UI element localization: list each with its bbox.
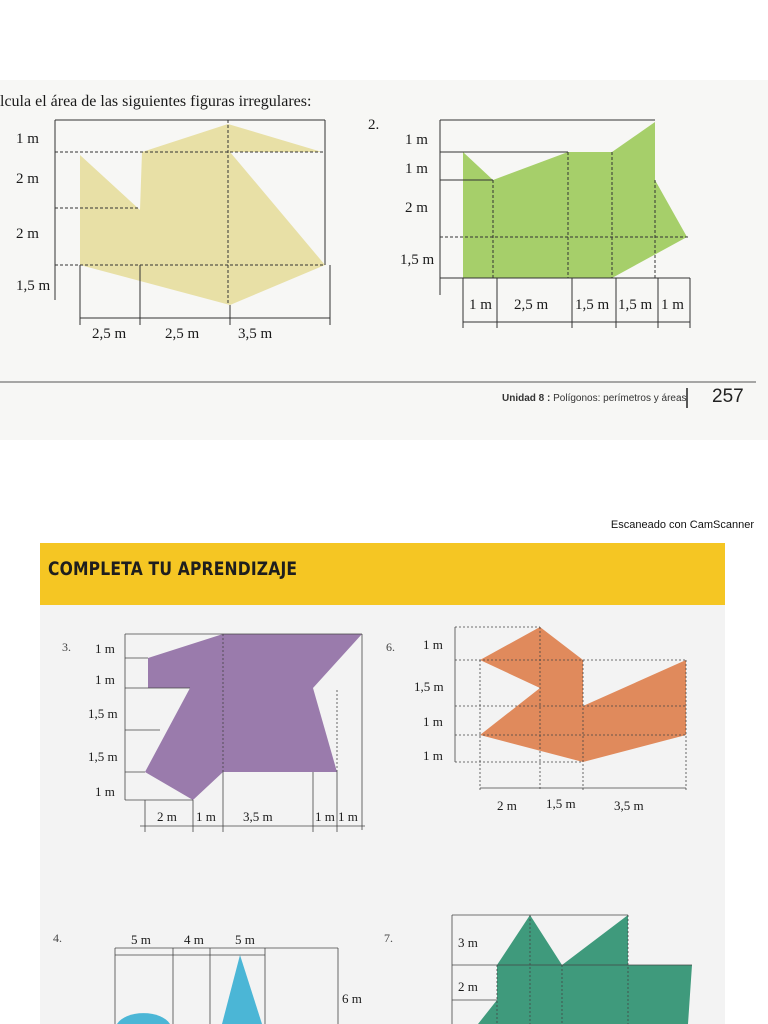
fig2-label-left-2: 1 m xyxy=(405,161,428,177)
fig2-label-bottom-1: 1 m xyxy=(469,297,492,313)
page-number: 257 xyxy=(712,386,744,407)
ex3-label-bottom-2: 1 m xyxy=(196,809,216,824)
ex4-label-top-1: 5 m xyxy=(131,932,151,947)
instruction-text: lcula el área de las siguientes figuras irregulares: xyxy=(0,93,312,110)
fig2-label-bottom-2: 2,5 m xyxy=(514,297,549,313)
fig2-label-bottom-3: 1,5 m xyxy=(575,297,610,313)
fig2-label-left-1: 1 m xyxy=(405,132,428,148)
ex3-label-bottom-3: 3,5 m xyxy=(243,809,273,824)
footer-unit: Unidad 8 : xyxy=(502,393,551,404)
fig1-label-bottom-3: 3,5 m xyxy=(238,326,273,342)
ex7-label-left-2: 2 m xyxy=(458,979,478,994)
fig1-label-left-4: 1,5 m xyxy=(16,278,51,294)
ex3-label-left-3: 1,5 m xyxy=(88,706,118,721)
exercise-2-number: 2. xyxy=(368,117,380,133)
fig1-label-bottom-2: 2,5 m xyxy=(165,326,200,342)
exercise-4-number: 4. xyxy=(53,931,62,945)
ex3-label-left-5: 1 m xyxy=(95,784,115,799)
ex7-label-left-1: 3 m xyxy=(458,935,478,950)
fig1-label-bottom-1: 2,5 m xyxy=(92,326,127,342)
ex3-label-left-2: 1 m xyxy=(95,672,115,687)
ex6-label-left-1: 1 m xyxy=(423,637,443,652)
footer-topic: Polígonos: perímetros y áreas xyxy=(550,393,687,404)
ex3-label-left-4: 1,5 m xyxy=(88,749,118,764)
ex4-label-right: 6 m xyxy=(342,991,362,1006)
fig2-label-left-4: 1,5 m xyxy=(400,252,435,268)
ex6-label-left-4: 1 m xyxy=(423,748,443,763)
ex6-label-bottom-1: 2 m xyxy=(497,798,517,813)
ex4-label-top-2: 4 m xyxy=(184,932,204,947)
ex6-label-left-2: 1,5 m xyxy=(414,679,444,694)
fig1-label-left-1: 1 m xyxy=(16,131,39,147)
ex3-label-bottom-4: 1 m xyxy=(315,809,335,824)
fig2-label-bottom-5: 1 m xyxy=(661,297,684,313)
exercise-7-shape xyxy=(478,915,692,1024)
banner-title: COMPLETA TU APRENDIZAJE xyxy=(48,558,298,580)
fig1-label-left-3: 2 m xyxy=(16,226,39,242)
exercise-3-number: 3. xyxy=(62,640,71,654)
ex3-label-bottom-5: 1 m xyxy=(338,809,358,824)
ex6-label-bottom-2: 1,5 m xyxy=(546,796,576,811)
ex6-label-bottom-3: 3,5 m xyxy=(614,798,644,813)
fig2-label-bottom-4: 1,5 m xyxy=(618,297,653,313)
scanner-watermark: Escaneado con CamScanner xyxy=(610,519,754,531)
ex4-label-top-3: 5 m xyxy=(235,932,255,947)
ex3-label-bottom-1: 2 m xyxy=(157,809,177,824)
fig1-label-left-2: 2 m xyxy=(16,171,39,187)
ex3-label-left-1: 1 m xyxy=(95,641,115,656)
exercise-6-number: 6. xyxy=(386,640,395,654)
ex6-label-left-3: 1 m xyxy=(423,714,443,729)
exercise-7-number: 7. xyxy=(384,931,393,945)
fig2-label-left-3: 2 m xyxy=(405,200,428,216)
